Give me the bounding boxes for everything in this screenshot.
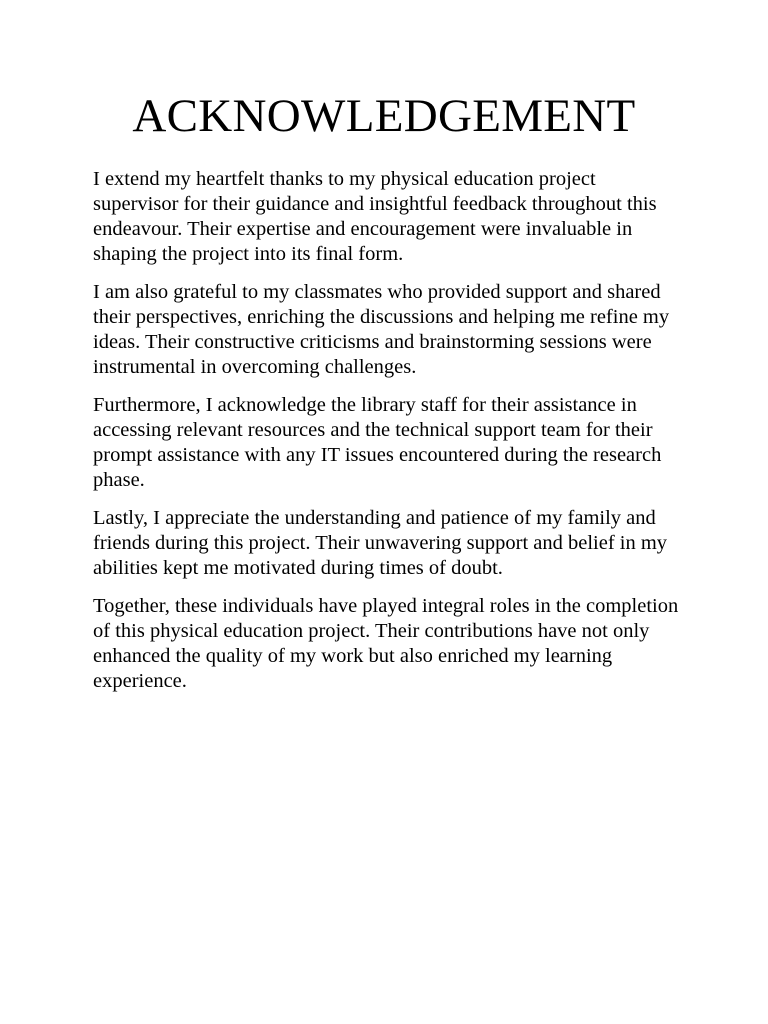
paragraph-conclusion: Together, these individuals have played integral roles in the completion of this physical education project. Their contributions have not only enhanced the quality of my work but also enriched my learning experience. <box>93 595 679 692</box>
paragraph-classmates: I am also grateful to my classmates who provided support and shared their perspectives, enriching the discussions and helping me refine my ideas. Their constructive criticisms and brainstorming sessions were instrumental in overcoming challenges. <box>93 281 670 378</box>
paragraph-supervisor: I extend my heartfelt thanks to my physical education project supervisor for their guidance and insightful feedback throughout this endeavour. Their expertise and encouragement were invaluable in shaping the project into its final form. <box>93 168 657 265</box>
paragraph-library-staff: Furthermore, I acknowledge the library staff for their assistance in accessing relevant resources and the technical support team for their prompt assistance with any IT issues encountered during the research phase. <box>93 394 662 491</box>
paragraph-family-friends: Lastly, I appreciate the understanding and patience of my family and friends during this project. Their unwavering support and belief in my abilities kept me motivated during times of doubt. <box>93 507 668 579</box>
page-title: ACKNOWLEDGEMENT <box>132 90 636 142</box>
acknowledgement-body <box>93 167 683 707</box>
